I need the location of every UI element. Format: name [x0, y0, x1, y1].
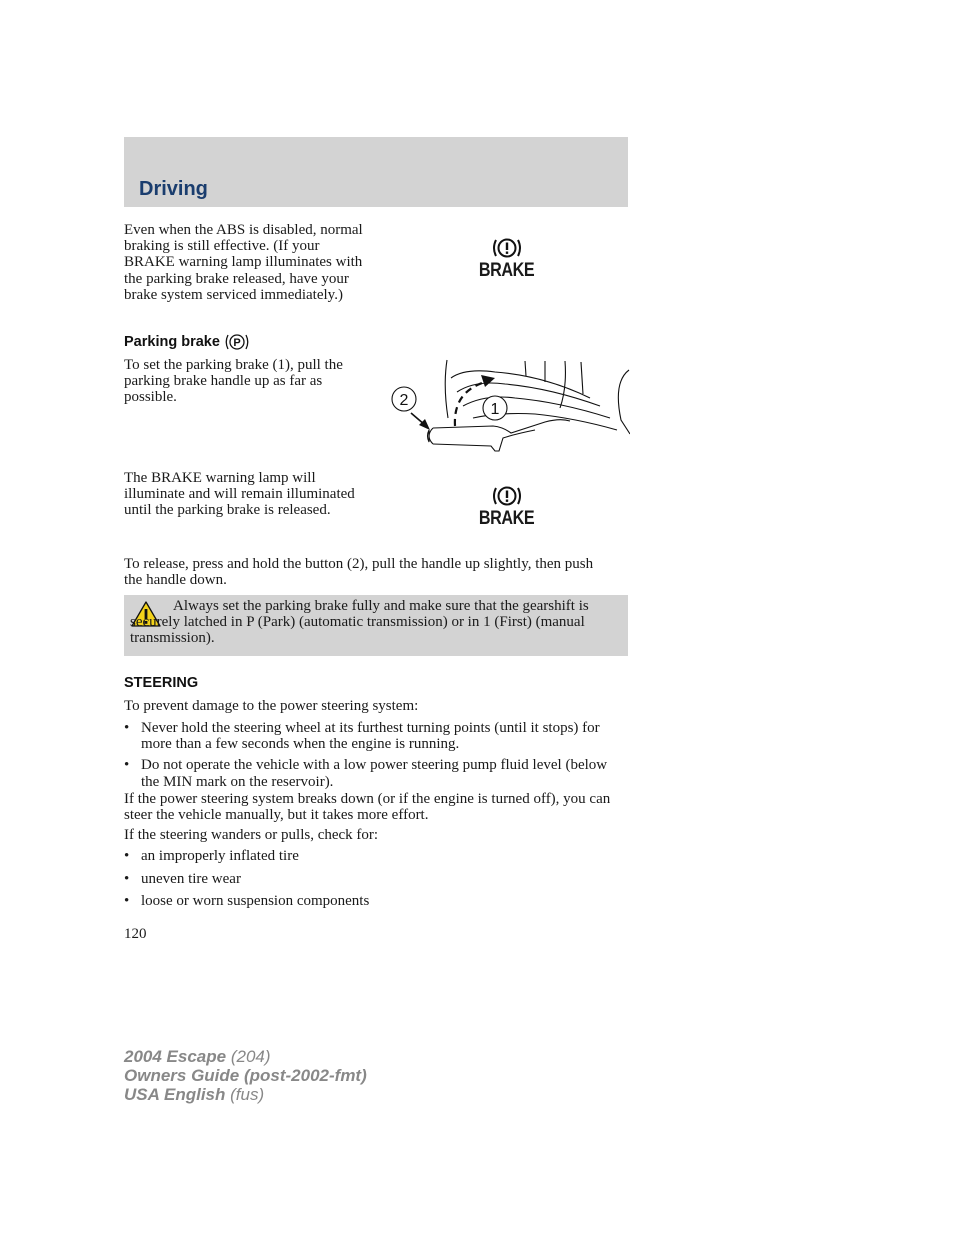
bullet-dot: •	[124, 871, 130, 887]
list-item	[124, 871, 241, 887]
footer-model-code: (204)	[230, 1047, 271, 1066]
diagram-callout-2: 2	[399, 392, 409, 409]
list-item	[124, 893, 369, 909]
brake-warning-lamp	[467, 236, 547, 282]
bullet-dot: •	[124, 848, 130, 864]
brake-lamp-label-2: BRAKE	[479, 508, 535, 529]
set-parking-brake-paragraph: To set the parking brake (1), pull the parking brake handle up as far as possible.	[124, 357, 343, 406]
steering-bullet-list	[124, 720, 624, 790]
list-item	[124, 757, 624, 789]
footer-language-code: (fus)	[230, 1085, 265, 1104]
list-item-text: Do not operate the vehicle with a low power steering pump fluid level (below the MIN mark on the reservoir).	[141, 757, 608, 790]
steering-breakdown-paragraph: If the power steering system breaks down (or if the engine is turned off), you can steer the vehicle manually, but it takes more effort.	[124, 791, 611, 824]
list-item-text: Never hold the steering wheel at its furthest turning points (until it stops) for more than a few seconds when the engine is running.	[141, 720, 600, 753]
list-item	[124, 848, 299, 864]
footer-language: USA English	[124, 1085, 226, 1104]
list-item-text: loose or worn suspension components	[141, 893, 370, 909]
list-item-text: uneven tire wear	[141, 871, 241, 887]
bullet-dot: •	[124, 720, 130, 736]
brake-lamp-paragraph: The BRAKE warning lamp will illuminate and will remain illuminated until the parking brake is released.	[124, 470, 355, 519]
warning-text: Always set the parking brake fully and make sure that the gearshift is securely latched in P (Park) (automatic transmission) or in 1 (First) (manual transmission).	[130, 598, 589, 647]
footer-model: 2004 Escape	[124, 1047, 227, 1066]
footer-line-3	[124, 1085, 367, 1104]
steering-heading: STEERING	[124, 675, 199, 691]
page-number: 120	[124, 926, 147, 942]
parking-brake-diagram	[385, 358, 630, 454]
parking-brake-icon-letter: P	[233, 337, 241, 350]
document-footer	[124, 1047, 367, 1104]
footer-line-1	[124, 1047, 367, 1066]
bullet-dot: •	[124, 757, 130, 774]
brake-lamp-label: BRAKE	[479, 260, 535, 281]
diagram-callout-1: 1	[490, 401, 500, 418]
footer-line-2: Owners Guide (post-2002-fmt)	[124, 1066, 367, 1085]
exclamation-in-circle-icon	[491, 484, 523, 508]
abs-paragraph: Even when the ABS is disabled, normal braking is still effective. (If your BRAKE warning lamp illuminates with the parking brake released, have your brake system serviced immediately.)	[124, 222, 363, 303]
list-item-text: an improperly inflated tire	[141, 848, 299, 864]
brake-warning-lamp-2	[467, 484, 547, 530]
section-title: Driving	[139, 178, 208, 200]
release-parking-brake-paragraph: To release, press and hold the button (2), pull the handle up slightly, then push the handle down.	[124, 556, 594, 589]
parking-brake-icon	[224, 332, 250, 352]
bullet-dot: •	[124, 893, 130, 909]
parking-brake-heading	[124, 332, 250, 352]
steering-intro: To prevent damage to the power steering system:	[124, 698, 419, 714]
list-item	[124, 720, 624, 752]
parking-brake-heading-text: Parking brake	[124, 334, 220, 350]
steering-check-intro: If the steering wanders or pulls, check for:	[124, 827, 379, 843]
exclamation-in-circle-icon	[491, 236, 523, 260]
